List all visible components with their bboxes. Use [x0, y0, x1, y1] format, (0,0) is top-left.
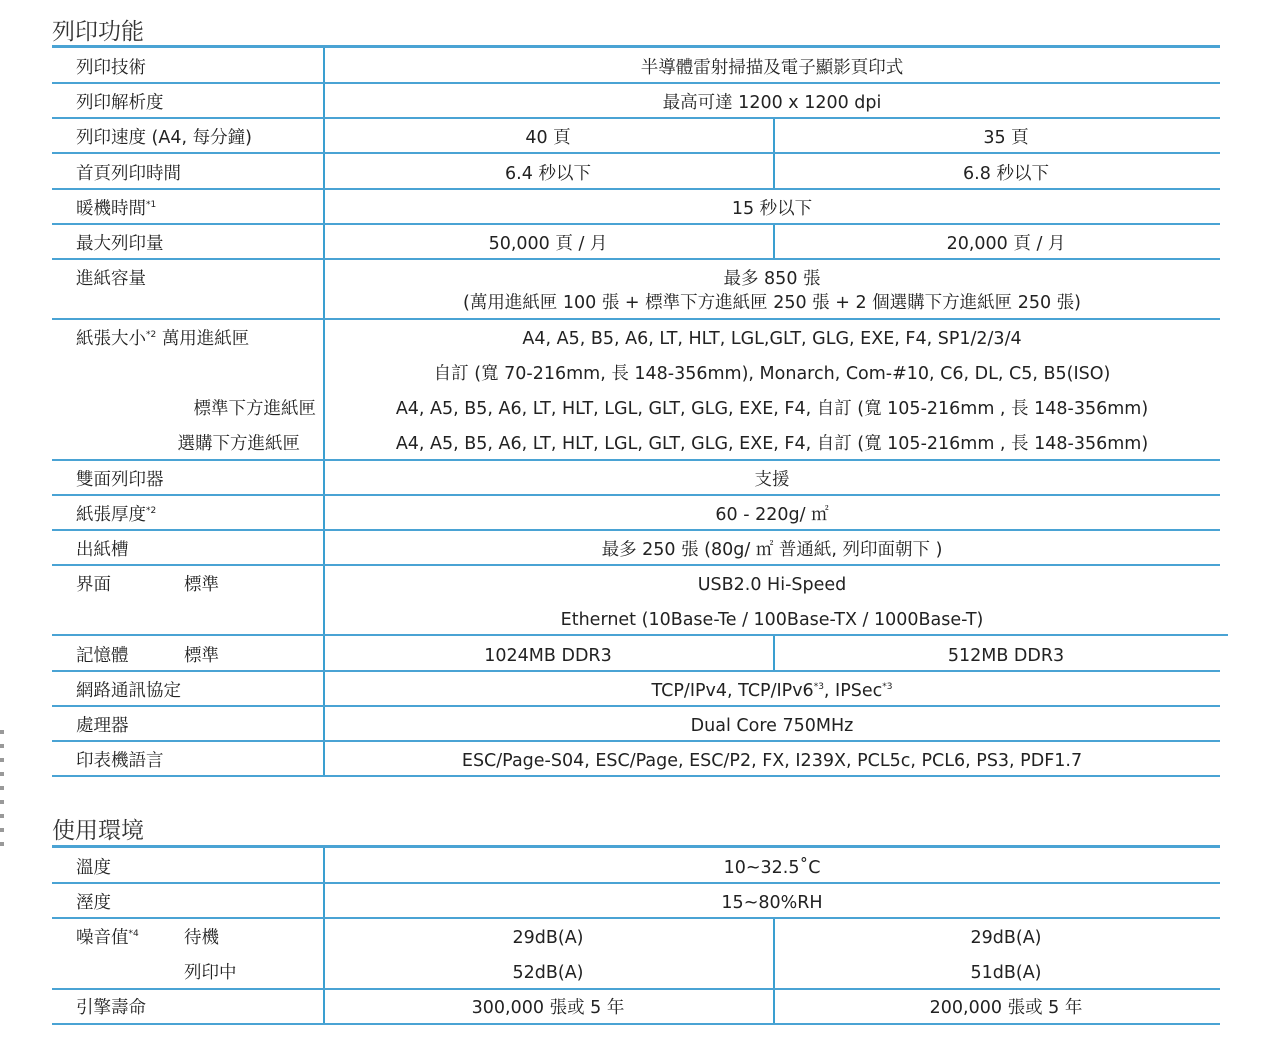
row-separator — [52, 917, 1220, 919]
row-label-humidity: 溼度 — [76, 893, 111, 913]
row-separator — [52, 670, 1220, 672]
row-separator — [52, 82, 1220, 84]
sub-label-interface-standard: 標準 — [184, 575, 219, 595]
row-label-network-protocol: 網路通訊協定 — [76, 681, 181, 701]
value-noise-printing-b: 51dB(A) — [970, 963, 1042, 983]
value-engine-life-b: 200,000 張或 5 年 — [929, 998, 1083, 1018]
value-first-page-b: 6.8 秒以下 — [963, 164, 1049, 184]
row-label-resolution: 列印解析度 — [76, 93, 164, 113]
row-separator — [52, 634, 1228, 636]
row-label-first-page: 首頁列印時間 — [76, 164, 181, 184]
value-memory-a: 1024MB DDR3 — [484, 646, 612, 666]
section-rule-print — [52, 45, 1220, 48]
row-separator — [52, 564, 1220, 566]
row-label-interface: 界面 — [76, 575, 111, 595]
value-resolution: 最高可達 1200 x 1200 dpi — [662, 93, 882, 113]
row-label-paper-thickness: 紙張厚度$^{*2}$ — [76, 505, 157, 525]
footnote-marker: *3 — [882, 682, 893, 692]
sub-label-std-tray: 標準下方進紙匣 — [193, 399, 316, 419]
value-noise-standby-a: 29dB(A) — [512, 928, 584, 948]
value-paper-size-mp-2: 自訂 (寬 70-216mm, 長 148-356mm), Monarch, Com-#10, C6, DL, C5, B5(ISO) — [433, 364, 1111, 384]
value-output-tray: 最多 250 張 (80g/ ㎡ 普通紙, 列印面朝下 ) — [601, 540, 943, 560]
section-title-print: 列印功能 — [52, 19, 144, 45]
row-label-temperature: 溫度 — [76, 858, 111, 878]
row-separator — [52, 223, 1220, 225]
value-max-volume-b: 20,000 頁 / 月 — [946, 234, 1066, 254]
row-separator — [52, 988, 1220, 990]
column-divider-label — [323, 48, 325, 776]
column-divider-models — [773, 224, 775, 259]
value-print-speed-a: 40 頁 — [525, 128, 571, 148]
value-printer-language: ESC/Page-S04, ESC/Page, ESC/P2, FX, I239X, PCL5c, PCL6, PS3, PDF1.7 — [461, 751, 1083, 771]
sub-label-opt-tray: 選購下方進紙匣 — [177, 434, 300, 454]
value-noise-printing-a: 52dB(A) — [512, 963, 584, 983]
row-label-print-speed: 列印速度 (A4, 每分鐘) — [76, 128, 252, 148]
value-first-page-a: 6.4 秒以下 — [505, 164, 591, 184]
footnote-marker: *4 — [128, 929, 139, 939]
row-label-duplex: 雙面列印器 — [76, 470, 164, 490]
value-temperature: 10~32.5˚C — [723, 858, 821, 878]
row-label-max-volume: 最大列印量 — [76, 234, 164, 254]
section-title-environment: 使用環境 — [52, 818, 144, 844]
value-interface-usb: USB2.0 Hi-Speed — [697, 575, 847, 595]
sub-label-mp-tray: 萬用進紙匣 — [161, 329, 250, 349]
footnote-marker: *2 — [146, 506, 157, 516]
column-divider-label — [323, 848, 325, 1024]
row-label-noise: 噪音值$^{*4}$ — [76, 928, 139, 948]
row-label-processor: 處理器 — [76, 716, 129, 736]
row-label-output-tray: 出紙槽 — [76, 540, 129, 560]
value-paper-capacity-total: 最多 850 張 — [723, 269, 821, 289]
row-separator — [52, 152, 1220, 154]
value-interface-ethernet: Ethernet (10Base-Te / 100Base-TX / 1000Base-T) — [560, 610, 984, 630]
row-label-memory: 記憶體 — [76, 646, 129, 666]
row-separator — [52, 459, 1220, 461]
row-separator — [52, 775, 1220, 777]
section-rule-environment — [52, 845, 1220, 848]
row-separator — [52, 529, 1220, 531]
value-network-protocol: TCP/IPv4, TCP/IPv6$^{*3}$, IPSec$^{*3}$ — [651, 681, 893, 701]
row-separator — [52, 705, 1220, 707]
column-divider-models — [773, 635, 775, 670]
footnote-marker: *3 — [813, 682, 824, 692]
sub-label-memory-standard: 標準 — [184, 646, 219, 666]
row-label-paper-size: 紙張大小$^{*2}$ 萬用進紙匣 — [76, 329, 250, 349]
row-label-paper-capacity: 進紙容量 — [76, 269, 146, 289]
value-print-speed-b: 35 頁 — [983, 128, 1029, 148]
row-separator — [52, 1023, 1220, 1025]
value-warmup: 15 秒以下 — [731, 199, 813, 219]
row-separator — [52, 882, 1220, 884]
row-separator — [52, 258, 1220, 260]
footnote-marker: *2 — [146, 330, 157, 340]
value-paper-size-std: A4, A5, B5, A6, LT, HLT, LGL, GLT, GLG, EXE, F4, 自訂 (寬 105-216mm , 長 148-356mm) — [395, 399, 1149, 419]
value-processor: Dual Core 750MHz — [690, 716, 854, 736]
value-print-tech: 半導體雷射掃描及電子顯影頁印式 — [640, 58, 904, 78]
row-separator — [52, 117, 1220, 119]
row-separator — [52, 318, 1220, 320]
value-max-volume-a: 50,000 頁 / 月 — [488, 234, 608, 254]
row-label-printer-language: 印表機語言 — [76, 751, 164, 771]
row-separator — [52, 188, 1220, 190]
value-paper-size-opt: A4, A5, B5, A6, LT, HLT, LGL, GLT, GLG, EXE, F4, 自訂 (寬 105-216mm , 長 148-356mm) — [395, 434, 1149, 454]
row-separator — [52, 740, 1220, 742]
value-engine-life-a: 300,000 張或 5 年 — [471, 998, 625, 1018]
page-edge-marks — [0, 730, 4, 850]
value-paper-size-mp-1: A4, A5, B5, A6, LT, HLT, LGL,GLT, GLG, EXE, F4, SP1/2/3/4 — [522, 329, 1022, 349]
value-paper-capacity-detail: (萬用進紙匣 100 張 + 標準下方進紙匣 250 張 + 2 個選購下方進紙匣 250 張) — [462, 293, 1082, 313]
value-duplex: 支援 — [754, 470, 790, 490]
row-separator — [52, 494, 1220, 496]
value-paper-thickness: 60 - 220g/ ㎡ — [715, 505, 829, 525]
value-noise-standby-b: 29dB(A) — [970, 928, 1042, 948]
column-divider-models — [773, 918, 775, 1024]
row-label-engine-life: 引擎壽命 — [76, 998, 146, 1018]
sub-label-noise-printing: 列印中 — [184, 963, 237, 983]
value-humidity: 15~80%RH — [721, 893, 823, 913]
row-label-warmup: 暖機時間$^{*1}$ — [76, 199, 157, 219]
footnote-marker: *1 — [146, 200, 157, 210]
value-memory-b: 512MB DDR3 — [947, 646, 1065, 666]
row-label-print-tech: 列印技術 — [76, 58, 146, 78]
sub-label-noise-standby: 待機 — [184, 928, 219, 948]
